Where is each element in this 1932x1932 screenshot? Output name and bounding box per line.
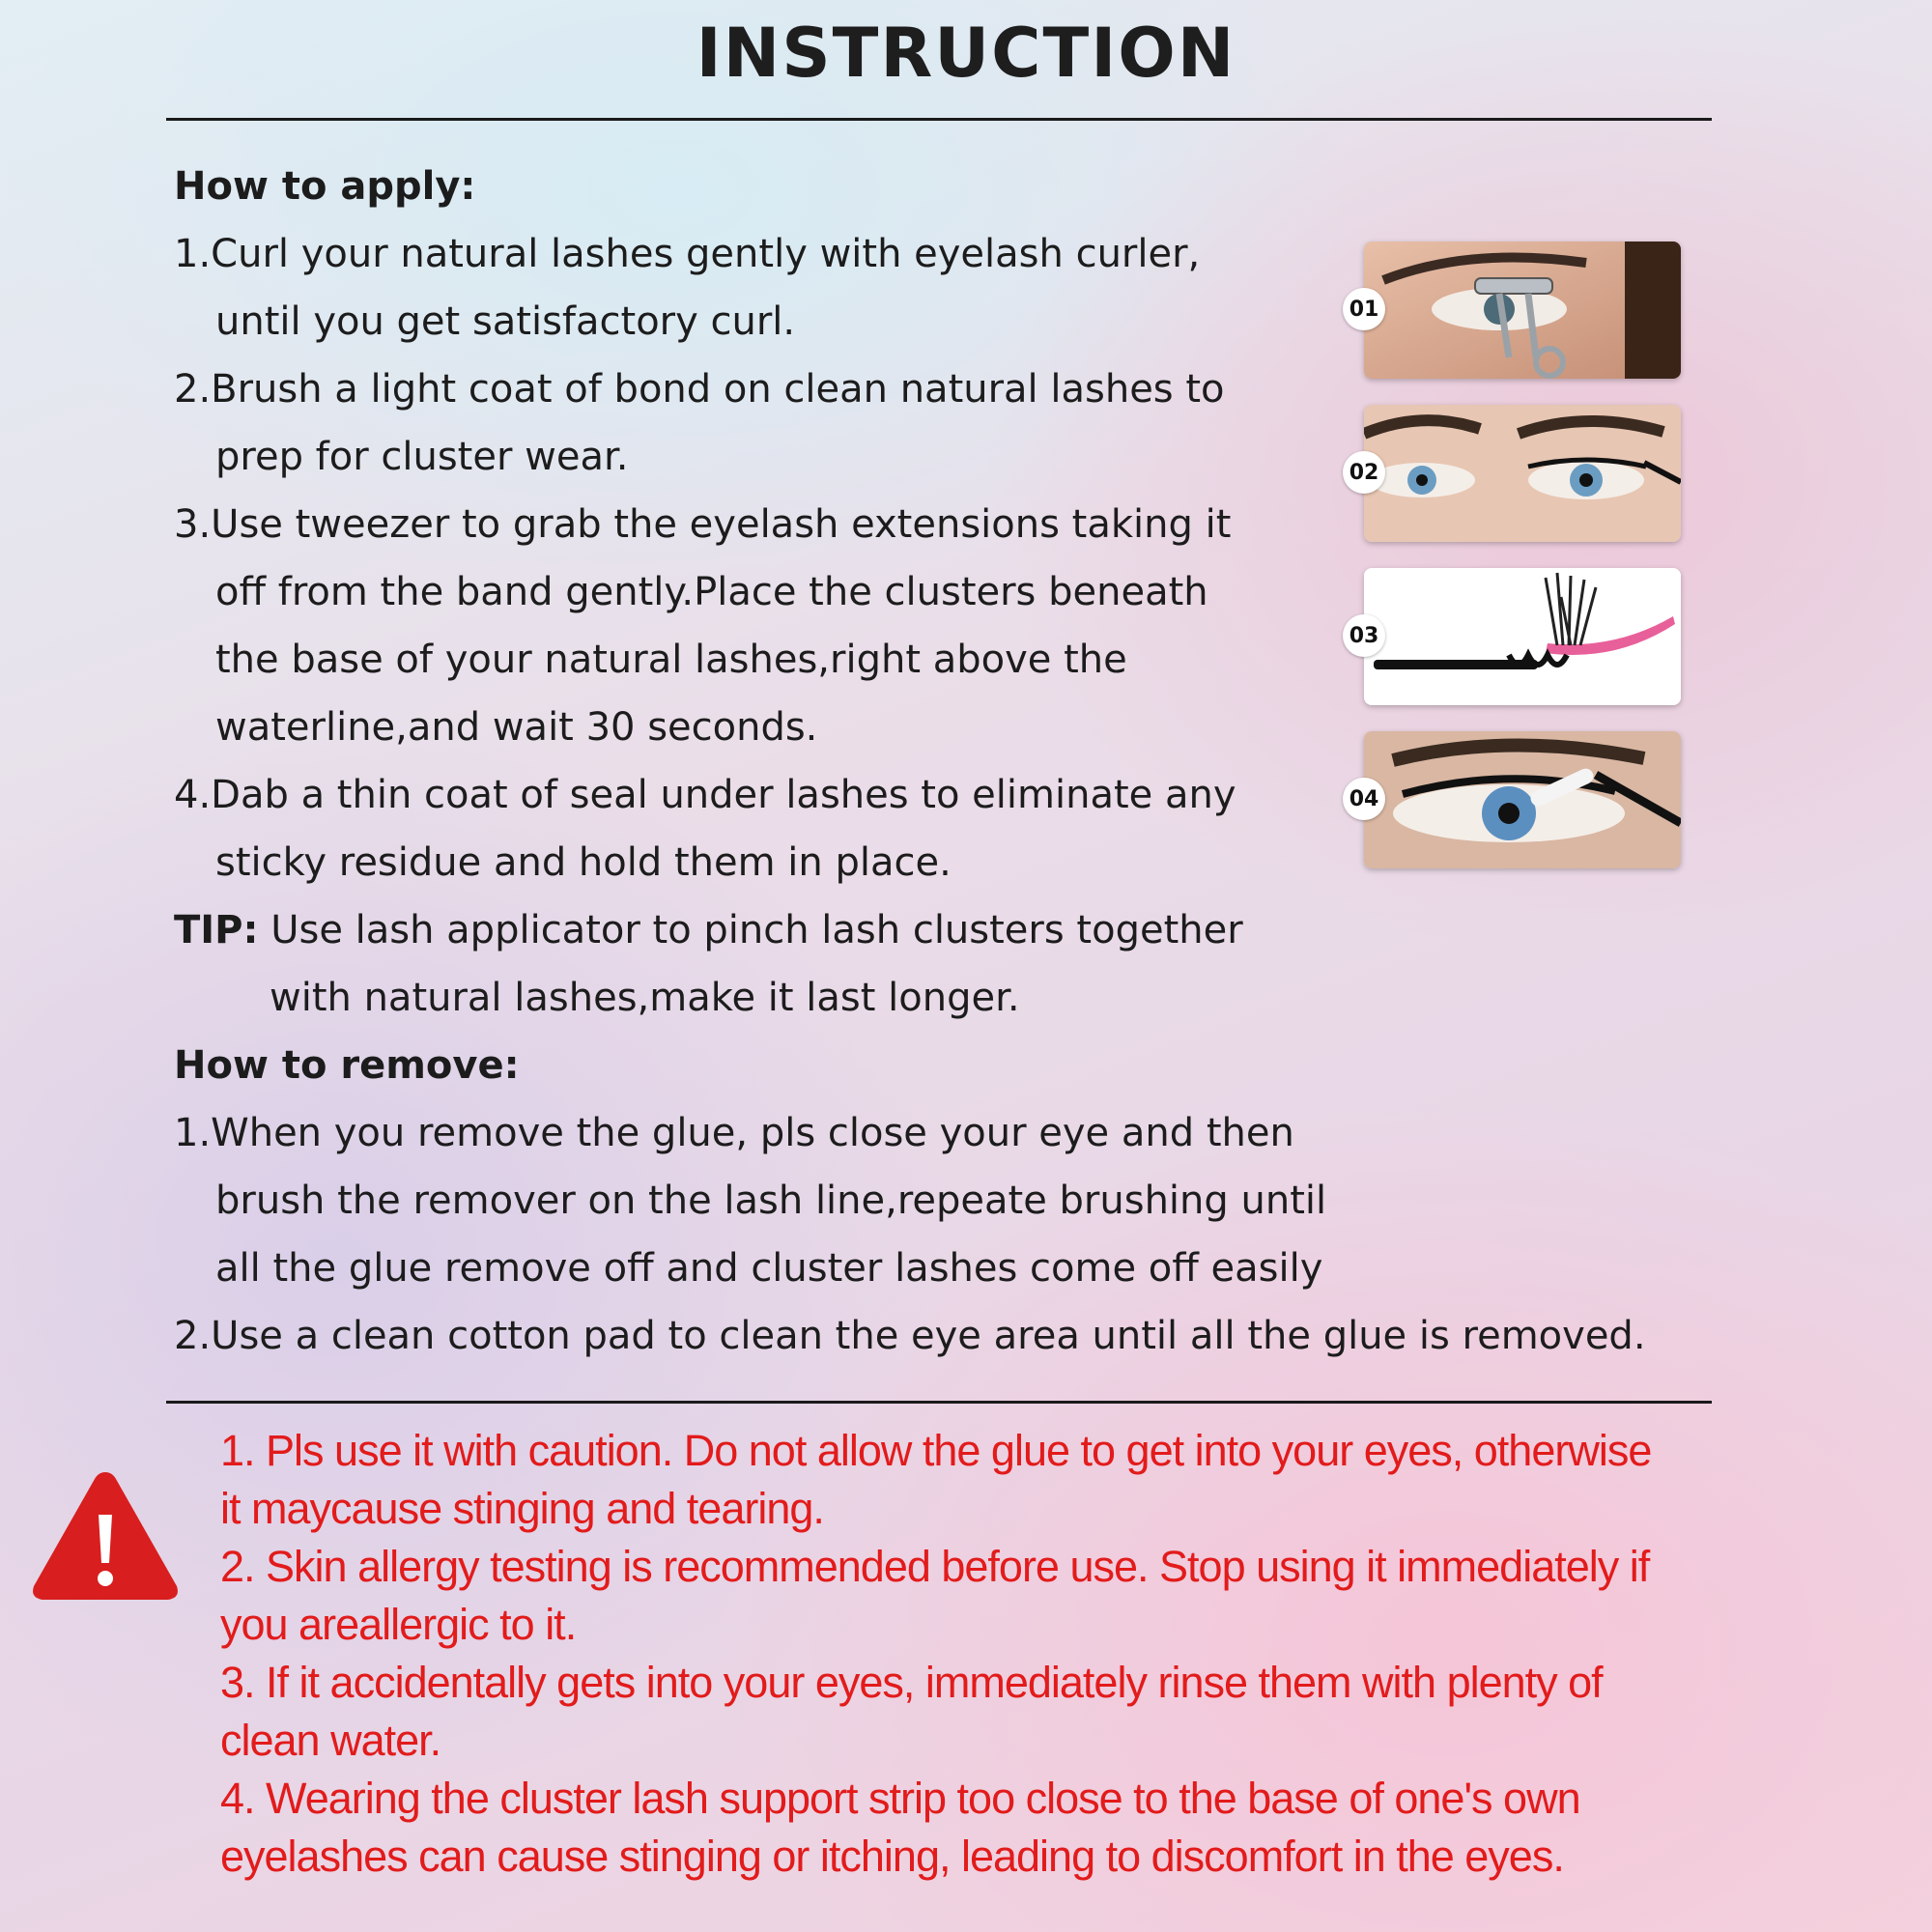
page-title: INSTRUCTION (696, 14, 1236, 93)
warning-1-line-2: it maycause stinging and tearing. (220, 1484, 824, 1533)
apply-step-3-line-2: off from the band gently.Place the clusters beneath (215, 570, 1208, 614)
warning-4-line-2: eyelashes can cause stinging or itching, leading to discomfort in the eyes. (220, 1832, 1564, 1881)
step-badge-03: 03 (1343, 614, 1385, 657)
apply-step-2-line-2: prep for cluster wear. (215, 435, 629, 479)
remove-heading: How to remove: (174, 1043, 520, 1088)
step-badge-01: 01 (1343, 288, 1385, 330)
step-badge-02: 02 (1343, 451, 1385, 494)
apply-step-4-line-2: sticky residue and hold them in place. (215, 840, 952, 885)
warning-2-line-1: 2. Skin allergy testing is recommended before use. Stop using it immediately if (220, 1542, 1650, 1591)
lash-tweezer-photo (1364, 568, 1681, 705)
mascara-wand-photo (1364, 731, 1681, 868)
warning-3-line-1: 3. If it accidentally gets into your eyes, immediately rinse them with plenty of (220, 1658, 1603, 1707)
warning-triangle-icon (29, 1466, 182, 1604)
eyelash-curler-photo (1364, 242, 1681, 379)
tip-line-1 (174, 896, 1681, 964)
apply-step-3-line-3: the base of your natural lashes,right above the (215, 638, 1127, 682)
tip-label: TIP: (174, 908, 259, 952)
warning-divider (166, 1401, 1712, 1404)
remove-step-1-line-3: all the glue remove off and cluster lashes come off easily (215, 1246, 1323, 1291)
step-badge-04: 04 (1343, 778, 1385, 820)
tip-line-2: with natural lashes,make it last longer. (270, 976, 1020, 1020)
warning-1-line-1: 1. Pls use it with caution. Do not allow the glue to get into your eyes, otherwise (220, 1426, 1652, 1475)
apply-step-3-line-1: 3.Use tweezer to grab the eyelash extensions taking it (174, 502, 1232, 547)
apply-heading: How to apply: (174, 164, 476, 209)
remove-step-1-line-1: 1.When you remove the glue, pls close your eye and then (174, 1111, 1294, 1155)
warning-3-line-2: clean water. (220, 1716, 441, 1765)
remove-step-1-line-2: brush the remover on the lash line,repeate brushing until (215, 1179, 1327, 1223)
warning-2-line-2: you areallergic to it. (220, 1600, 577, 1649)
tip-text-1: Use lash applicator to pinch lash clusters together (258, 908, 1243, 952)
warning-4-line-1: 4. Wearing the cluster lash support strip too close to the base of one's own (220, 1774, 1580, 1823)
top-divider (166, 118, 1712, 121)
eye-brush-photo (1364, 405, 1681, 542)
apply-step-1-line-2: until you get satisfactory curl. (215, 299, 796, 344)
apply-step-1-line-1: 1.Curl your natural lashes gently with eyelash curler, (174, 232, 1201, 276)
warnings-list (220, 1422, 1766, 1886)
apply-step-4-line-1: 4.Dab a thin coat of seal under lashes to eliminate any (174, 773, 1236, 817)
apply-step-3-line-4: waterline,and wait 30 seconds. (215, 705, 818, 750)
apply-step-2-line-1: 2.Brush a light coat of bond on clean natural lashes to (174, 367, 1225, 412)
remove-step-2-line-1: 2.Use a clean cotton pad to clean the eye area until all the glue is removed. (174, 1314, 1646, 1358)
